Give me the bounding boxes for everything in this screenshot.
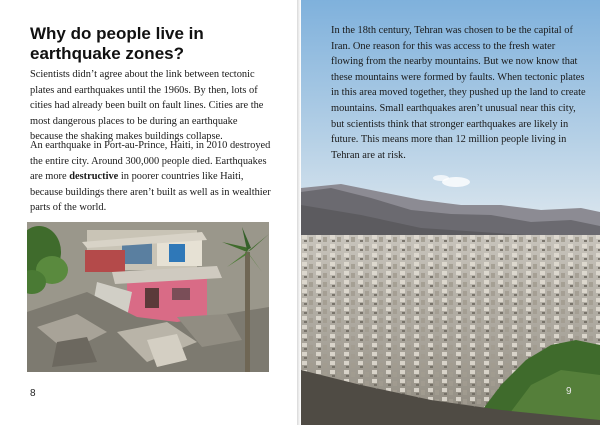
haiti-rubble-illustration [27,222,269,372]
page-number-right: 9 [566,386,572,397]
paragraph-tectonic: Scientists didn’t agree about the link between tectonic plates and earthquakes until the 1960s. By then, lots of cities had already been built on fault lines. Cities are the most dangerous places to be during an earthquake because the shaking makes buildings collapse. [30,69,264,142]
paragraph-haiti-start: An earthquake in Port-au-Prince, Haiti, in 2010 destroyed the entire city. Around 300,000 people died. Earthquakes are more [30,140,271,182]
haiti-earthquake-photo [27,222,269,372]
paragraph-haiti-end: in poorer countries like Haiti, because buildings there aren’t built as well as in wealthier parts of the world. [30,171,271,213]
left-page [0,0,298,425]
paragraph-tehran: In the 18th century, Tehran was chosen to be the capital of Iran. One reason for this was access to the fresh water flowing from the nearby mountains. But we now know that these mountains were formed by faults. When tectonic plates in this area moved together, they pushed up the land to create mountains. Small earthquakes aren’t unusual near this city, but scientists think that stronger earthquakes are likely in future. This means more than 12 million people living in Tehran are at risk. [331,25,586,161]
page-heading: Why do people live in earthquake zones? [30,24,204,63]
right-page [301,0,600,425]
keyword-destructive[interactable]: destructive [69,171,119,182]
paragraph-haiti [30,138,272,216]
page-number-left: 8 [30,388,36,399]
